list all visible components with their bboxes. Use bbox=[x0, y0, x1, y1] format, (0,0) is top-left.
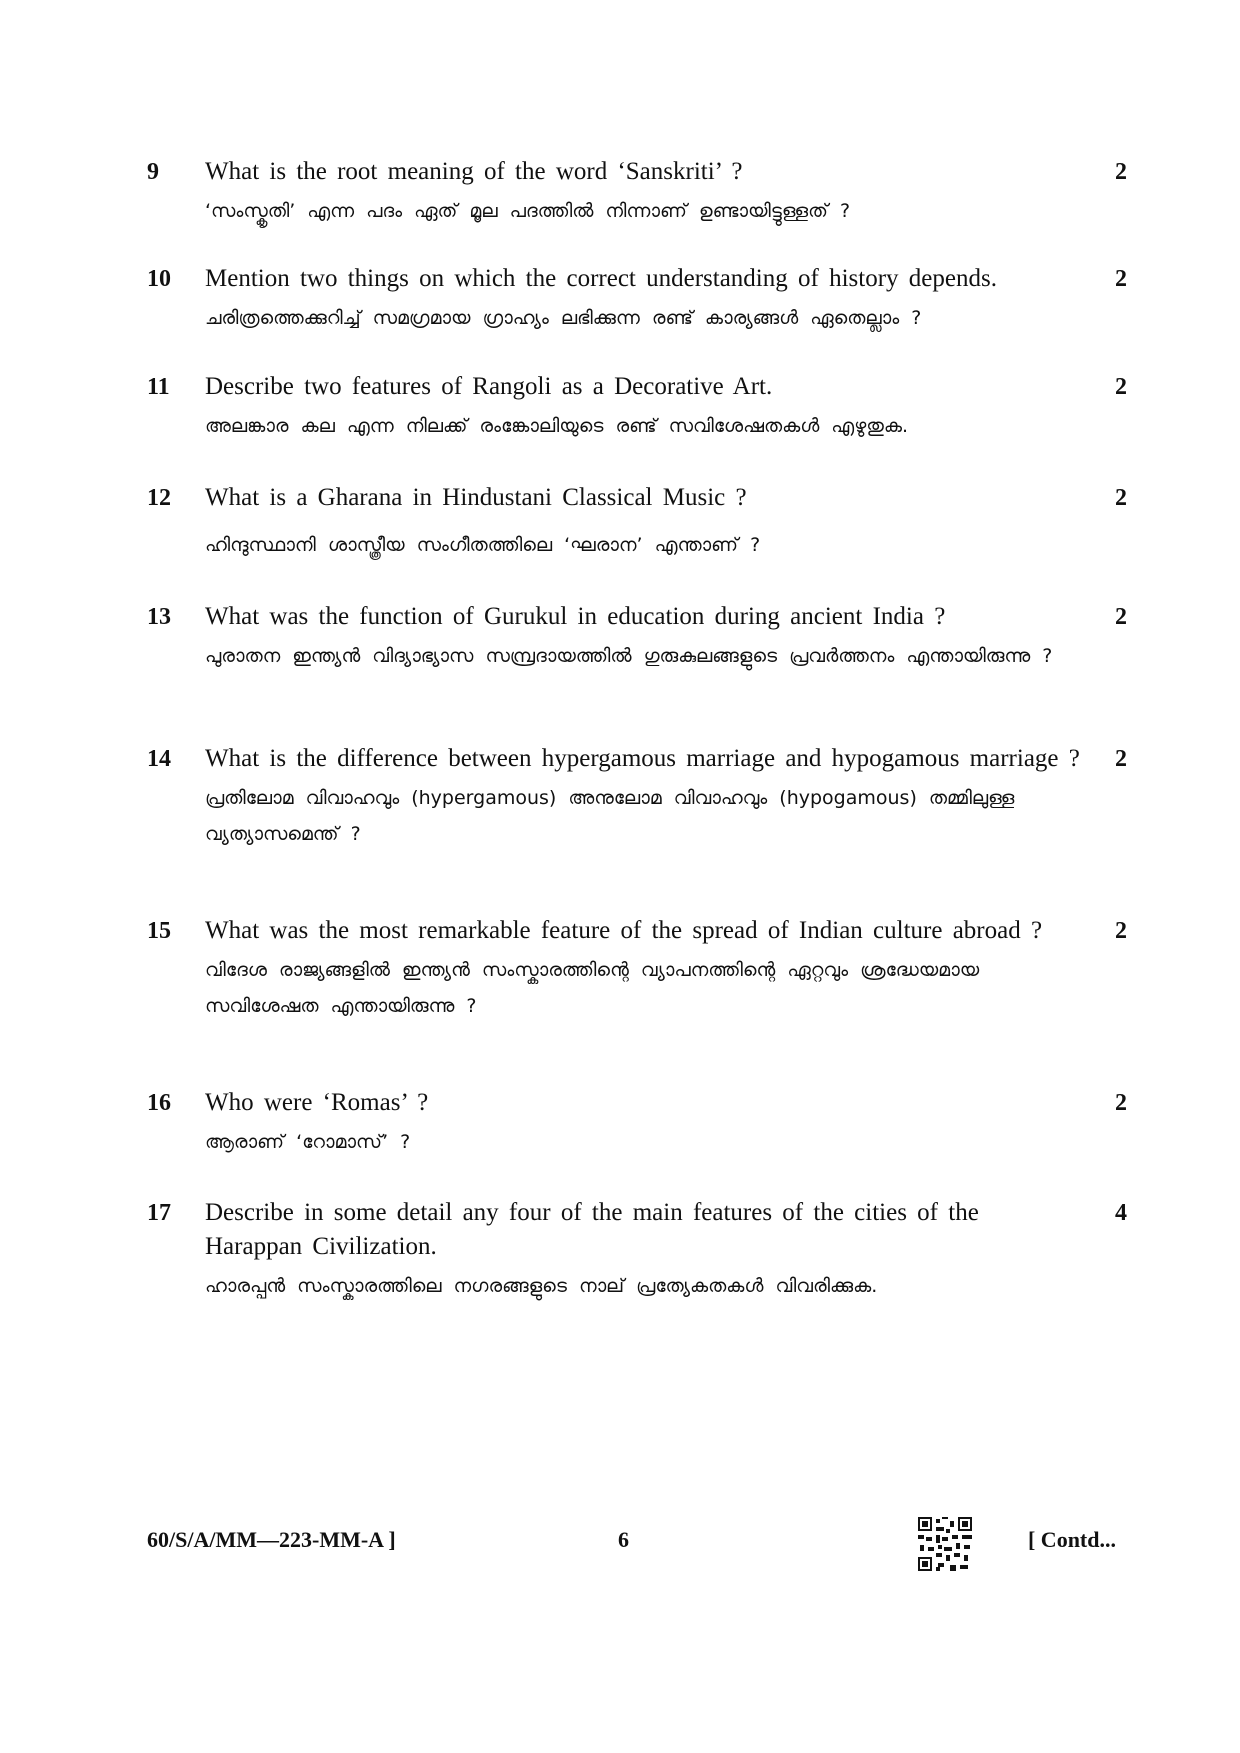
question-text-malayalam: അലങ്കാര കല എന്ന നിലക്ക് രംങ്കോലിയുടെ രണ്ട് സവിശേഷതകൾ എഴുതുക. bbox=[205, 415, 908, 437]
question-body bbox=[205, 370, 1085, 444]
question-number: 11 bbox=[147, 374, 170, 400]
question-body bbox=[205, 600, 1085, 674]
question-marks: 2 bbox=[1115, 485, 1127, 511]
question-marks: 2 bbox=[1115, 746, 1127, 772]
question-body bbox=[205, 742, 1085, 852]
question-text-malayalam: ചരിത്രത്തെക്കുറിച്ച് സമഗ്രമായ ഗ്രാഹ്യം ലഭിക്കുന്ന രണ്ട് കാര്യങ്ങൾ ഏതെല്ലാം ? bbox=[205, 307, 922, 329]
page-footer bbox=[0, 1523, 1240, 1563]
question-number: 17 bbox=[147, 1200, 171, 1226]
question-text-malayalam: ഹിന്ദുസ്ഥാനി ശാസ്ത്രീയ സംഗീതത്തിലെ ‘ഘരാന’ എന്താണ് ? bbox=[205, 534, 761, 556]
question-body bbox=[205, 914, 1085, 1024]
continued-label: [ Contd... bbox=[1027, 1527, 1116, 1552]
question-text-english: Describe in some detail any four of the main features of the cities of the Harappan Civilization. bbox=[205, 1199, 979, 1260]
question-number: 13 bbox=[147, 604, 171, 630]
qr-code-icon bbox=[918, 1517, 972, 1571]
question-text-malayalam: ‘സംസ്കൃതി’ എന്ന പദം ഏത് മൂല പദത്തിൽ നിന്നാണ് ഉണ്ടായിട്ടുള്ളത് ? bbox=[205, 200, 851, 222]
question-body bbox=[205, 155, 1085, 229]
question-number: 12 bbox=[147, 485, 171, 511]
question-body bbox=[205, 481, 1085, 563]
question-text-english: What is a Gharana in Hindustani Classical Music ? bbox=[205, 484, 747, 511]
question-text-english: Who were ‘Romas’ ? bbox=[205, 1089, 429, 1116]
paper-code: 60/S/A/MM—223-MM-A ] bbox=[147, 1527, 396, 1552]
question-text-malayalam: പ്രതിലോമ വിവാഹവും (hypergamous) അനുലോമ വിവാഹവും (hypogamous) തമ്മിലുള്ള വ്യത്യാസമെന്ത് ? bbox=[205, 787, 1015, 845]
page-number: 6 bbox=[618, 1527, 629, 1552]
question-number: 9 bbox=[147, 159, 159, 185]
question-text-malayalam: ആരാണ് ‘റോമാസ്’ ? bbox=[205, 1131, 411, 1153]
question-marks: 4 bbox=[1115, 1200, 1127, 1226]
question-text-english: What is the difference between hypergamous marriage and hypogamous marriage ? bbox=[205, 745, 1080, 772]
question-marks: 2 bbox=[1115, 159, 1127, 185]
question-number: 10 bbox=[147, 266, 171, 292]
question-marks: 2 bbox=[1115, 604, 1127, 630]
question-number: 15 bbox=[147, 918, 171, 944]
question-body bbox=[205, 1086, 1085, 1160]
question-body bbox=[205, 1196, 1085, 1304]
question-marks: 2 bbox=[1115, 1090, 1127, 1116]
question-number: 14 bbox=[147, 746, 171, 772]
question-body bbox=[205, 262, 1085, 336]
question-text-english: What was the function of Gurukul in education during ancient India ? bbox=[205, 603, 946, 630]
question-text-malayalam: ഹാരപ്പൻ സംസ്കാരത്തിലെ നഗരങ്ങളുടെ നാല് പ്രത്യേകതകൾ വിവരിക്കുക. bbox=[205, 1275, 878, 1297]
question-marks: 2 bbox=[1115, 918, 1127, 944]
question-text-malayalam: പുരാതന ഇന്ത്യൻ വിദ്യാഭ്യാസ സമ്പ്രദായത്തിൽ ഗുരുകുലങ്ങളുടെ പ്രവർത്തനം എന്തായിരുന്നു ? bbox=[205, 645, 1053, 667]
question-text-malayalam: വിദേശ രാജ്യങ്ങളിൽ ഇന്ത്യൻ സംസ്കാരത്തിന്റെ വ്യാപനത്തിന്റെ ഏറ്റവും ശ്രദ്ധേയമായ സവിശേഷത എന്തായിരുന്നു ? bbox=[205, 959, 980, 1017]
question-text-english: What is the root meaning of the word ‘Sanskriti’ ? bbox=[205, 158, 743, 185]
question-text-english: Describe two features of Rangoli as a Decorative Art. bbox=[205, 373, 773, 400]
question-marks: 2 bbox=[1115, 266, 1127, 292]
question-text-english: Mention two things on which the correct understanding of history depends. bbox=[205, 265, 997, 292]
question-marks: 2 bbox=[1115, 374, 1127, 400]
question-number: 16 bbox=[147, 1090, 171, 1116]
question-text-english: What was the most remarkable feature of the spread of Indian culture abroad ? bbox=[205, 917, 1043, 944]
